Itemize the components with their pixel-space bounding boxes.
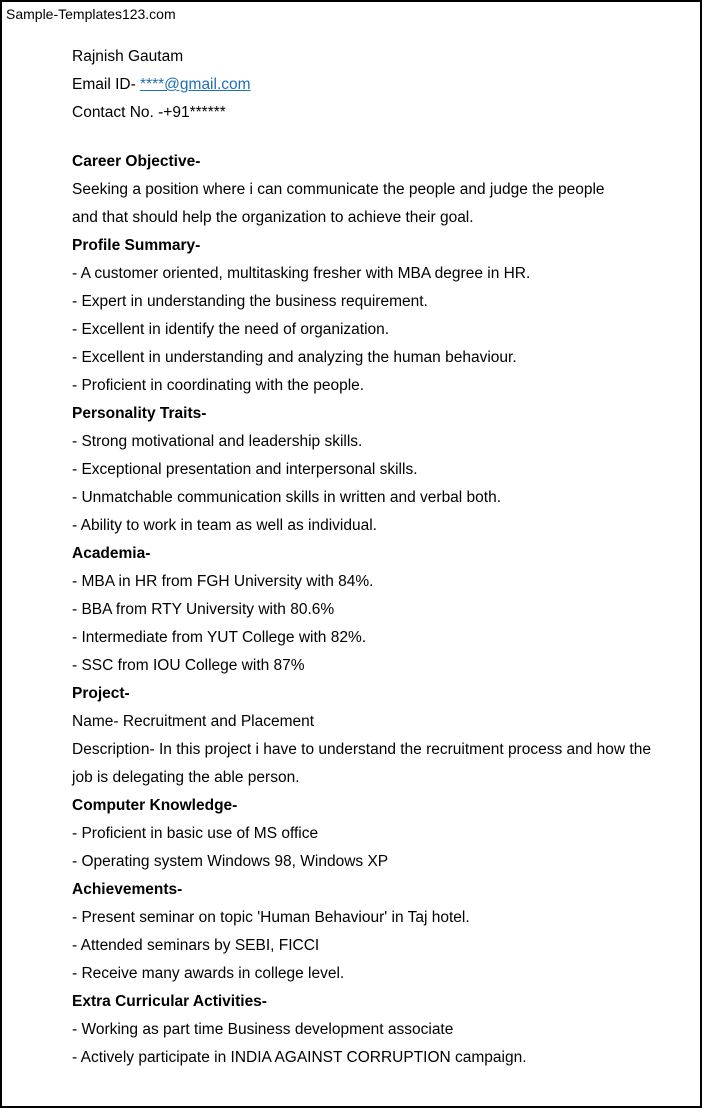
project-heading: Project-	[72, 685, 130, 702]
profile-summary-section	[72, 232, 672, 400]
achievements-heading: Achievements-	[72, 881, 183, 898]
list-item: - Receive many awards in college level.	[72, 965, 345, 982]
list-item: - Operating system Windows 98, Windows XP	[72, 853, 389, 870]
career-objective-line: Seeking a position where i can communicate the people and judge the people	[72, 181, 605, 198]
personality-traits-heading: Personality Traits-	[72, 405, 207, 422]
list-item: - Proficient in basic use of MS office	[72, 825, 319, 842]
academia-section	[72, 540, 672, 680]
list-item: - Excellent in understanding and analyzing the human behaviour.	[72, 349, 517, 366]
watermark: Sample-Templates123.com	[6, 6, 176, 22]
header	[72, 43, 672, 127]
profile-summary-heading: Profile Summary-	[72, 237, 201, 254]
list-item: - A customer oriented, multitasking fresher with MBA degree in HR.	[72, 265, 531, 282]
list-item: - BBA from RTY University with 80.6%	[72, 601, 335, 618]
email-line	[72, 71, 672, 99]
achievements-section	[72, 876, 672, 988]
candidate-name: Rajnish Gautam	[72, 48, 184, 65]
resume-document	[72, 43, 672, 1072]
computer-knowledge-section	[72, 792, 672, 876]
spacer	[72, 127, 672, 148]
list-item: - MBA in HR from FGH University with 84%.	[72, 573, 374, 590]
list-item: - Proficient in coordinating with the people.	[72, 377, 365, 394]
list-item: - Present seminar on topic 'Human Behaviour' in Taj hotel.	[72, 909, 470, 926]
list-item: - Strong motivational and leadership skills.	[72, 433, 363, 450]
list-item: - Exceptional presentation and interpersonal skills.	[72, 461, 418, 478]
computer-knowledge-heading: Computer Knowledge-	[72, 797, 238, 814]
list-item: - SSC from IOU College with 87%	[72, 657, 305, 674]
list-item: - Working as part time Business development associate	[72, 1021, 454, 1038]
list-item: - Unmatchable communication skills in written and verbal both.	[72, 489, 502, 506]
extra-curricular-section	[72, 988, 672, 1072]
project-section	[72, 680, 672, 792]
list-item: - Attended seminars by SEBI, FICCI	[72, 937, 320, 954]
list-item: - Actively participate in INDIA AGAINST CORRUPTION campaign.	[72, 1049, 527, 1066]
career-objective-line: and that should help the organization to achieve their goal.	[72, 209, 474, 226]
career-objective-section	[72, 148, 672, 232]
list-item: - Excellent in identify the need of organization.	[72, 321, 390, 338]
list-item: - Intermediate from YUT College with 82%.	[72, 629, 367, 646]
contact-line: Contact No. -+91******	[72, 104, 226, 121]
career-objective-heading: Career Objective-	[72, 153, 201, 170]
academia-heading: Academia-	[72, 545, 151, 562]
list-item: - Ability to work in team as well as individual.	[72, 517, 377, 534]
extra-curricular-heading: Extra Curricular Activities-	[72, 993, 267, 1010]
email-link[interactable]: ****@gmail.com	[140, 76, 251, 93]
list-item: - Expert in understanding the business requirement.	[72, 293, 428, 310]
project-name: Name- Recruitment and Placement	[72, 713, 315, 730]
personality-traits-section	[72, 400, 672, 540]
email-label: Email ID-	[72, 76, 141, 93]
project-description: Description- In this project i have to understand the recruitment process and how the job is delegating the able person.	[72, 741, 651, 786]
